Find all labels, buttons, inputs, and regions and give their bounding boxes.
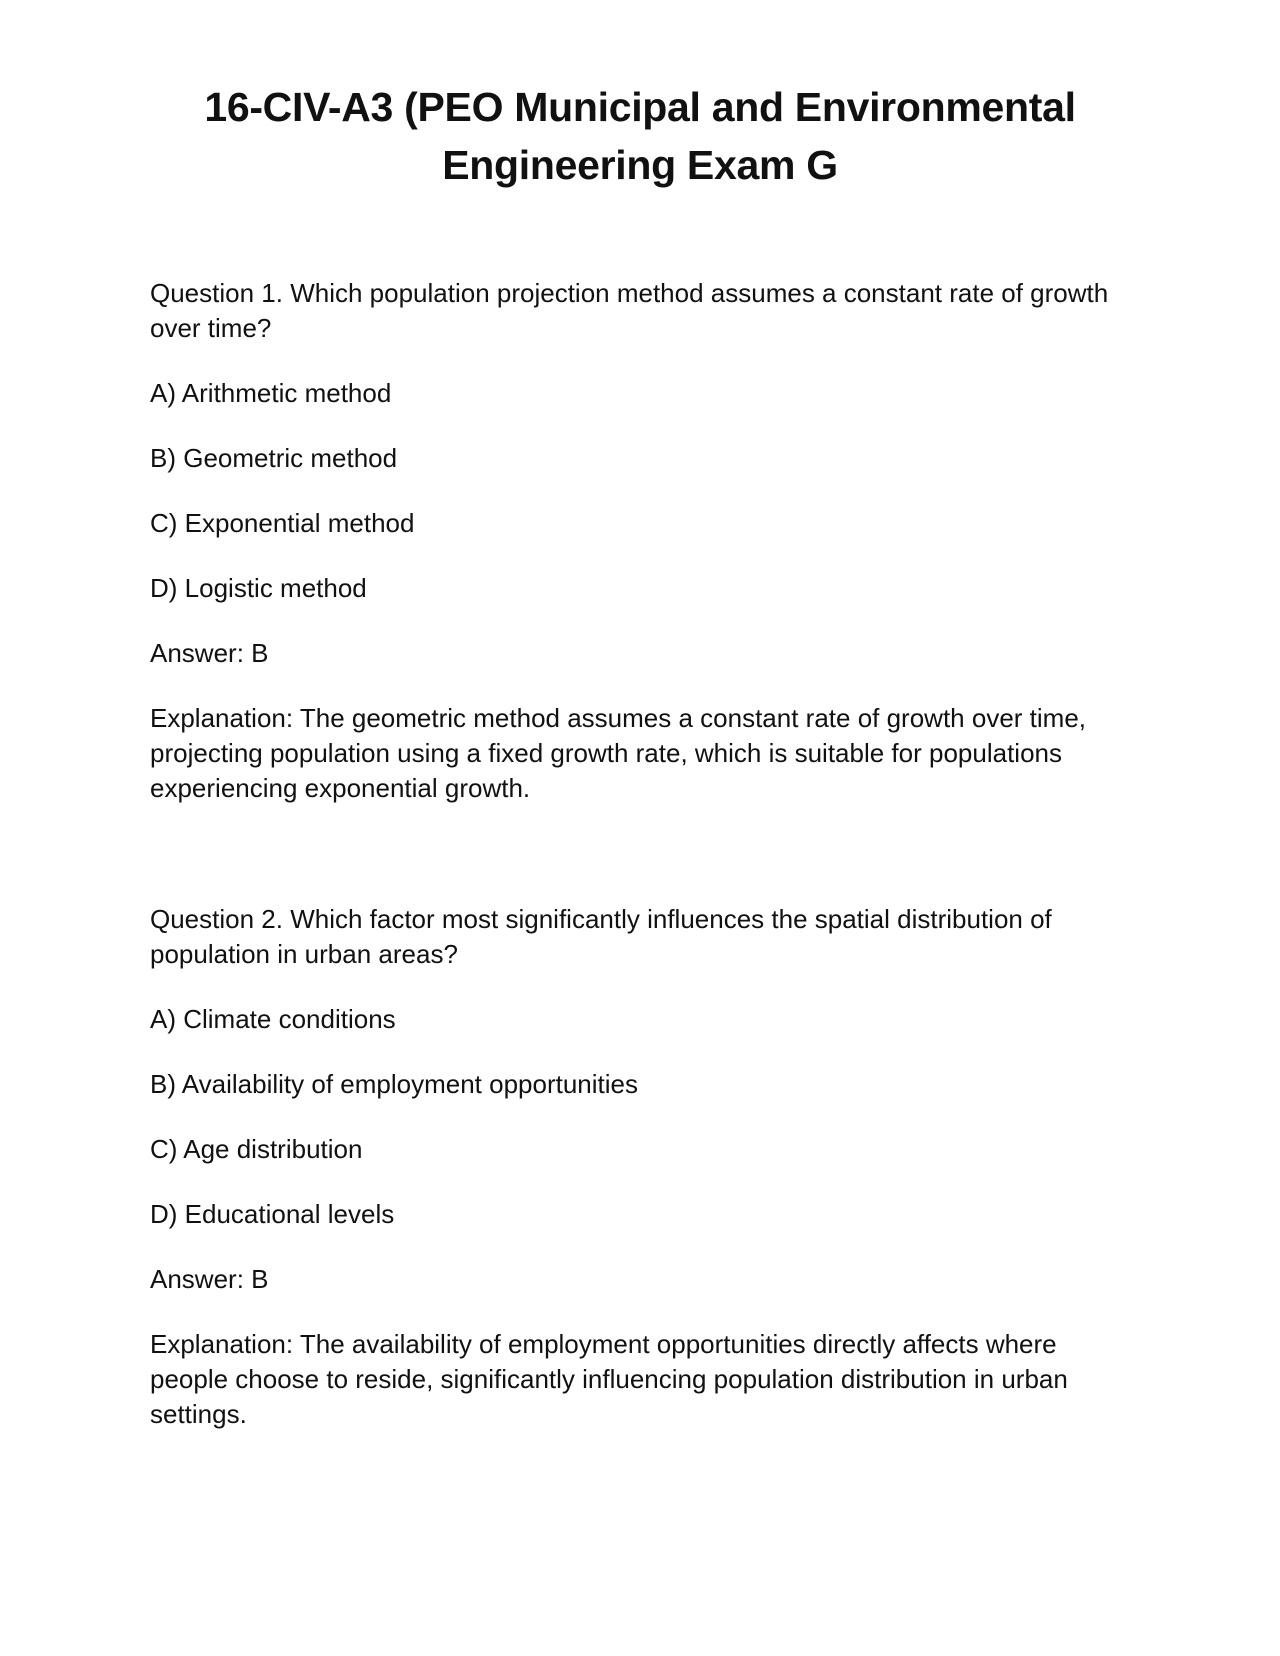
question-1-option-a: A) Arithmetic method xyxy=(150,378,392,408)
question-2-answer: Answer: B xyxy=(150,1264,269,1294)
question-2-option-a: A) Climate conditions xyxy=(150,1004,396,1034)
question-1-explanation: Explanation: The geometric method assumes a constant rate of growth over time, projecting population using a fixed growth rate, which is suitable for populations experiencing exponential growth. xyxy=(150,703,1086,803)
document-title-line-1: 16-CIV-A3 (PEO Municipal and Environmental xyxy=(204,84,1076,130)
question-1-text: Question 1. Which population projection method assumes a constant rate of growth over time? xyxy=(150,278,1109,343)
question-1-option-c: C) Exponential method xyxy=(150,508,415,538)
question-2-option-b: B) Availability of employment opportunities xyxy=(150,1069,638,1099)
question-2-explanation: Explanation: The availability of employment opportunities directly affects where people choose to reside, significantly influencing population distribution in urban settings. xyxy=(150,1329,1068,1429)
question-1-option-b: B) Geometric method xyxy=(150,443,398,473)
question-1-option-d: D) Logistic method xyxy=(150,573,367,603)
document-title-line-2: Engineering Exam G xyxy=(442,142,838,188)
question-2 xyxy=(150,902,1130,1432)
question-2-option-d: D) Educational levels xyxy=(150,1199,395,1229)
question-1 xyxy=(150,276,1130,806)
question-2-text: Question 2. Which factor most significantly influences the spatial distribution of population in urban areas? xyxy=(150,904,1052,969)
question-2-option-c: C) Age distribution xyxy=(150,1134,363,1164)
question-1-answer: Answer: B xyxy=(150,638,269,668)
document-title xyxy=(150,78,1130,194)
